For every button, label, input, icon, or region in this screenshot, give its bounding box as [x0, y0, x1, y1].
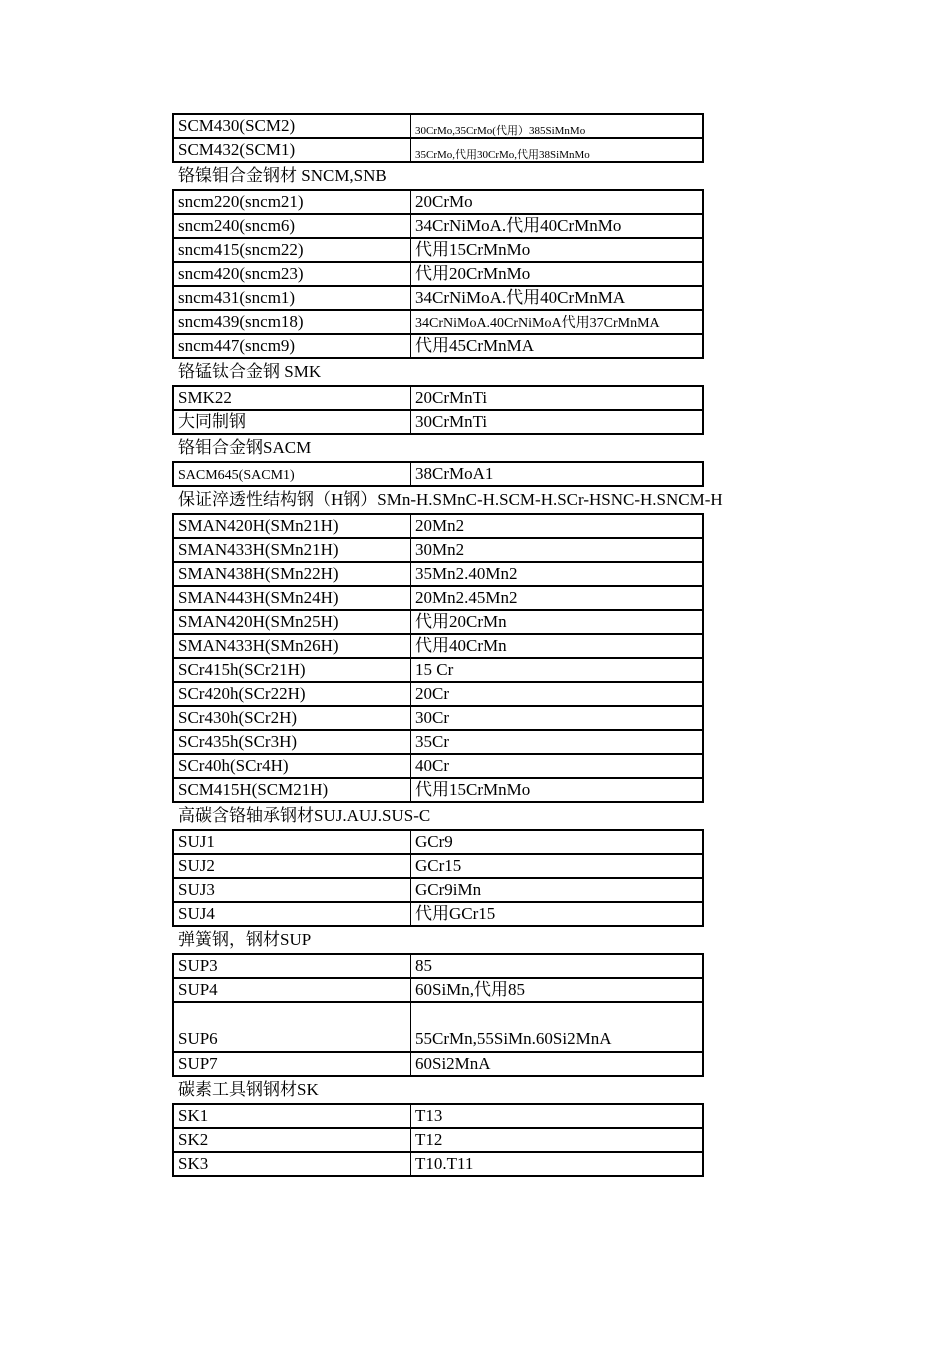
steel-grade-comparison-document — [0, 113, 950, 1177]
section-heading-sup: 弹簧钢，钢材SUP — [178, 930, 312, 949]
table-row — [172, 609, 704, 633]
table-sup — [0, 953, 950, 1077]
table-row — [172, 309, 704, 333]
table-row — [172, 1151, 704, 1177]
table-row — [172, 901, 704, 927]
gb-equivalent: 代用45CrMnMA — [410, 335, 702, 357]
jis-grade: sncm220(sncm21) — [178, 192, 304, 211]
jis-grade: SMAN420H(SMn21H) — [178, 516, 339, 535]
jis-grade: SCr40h(SCr4H) — [178, 756, 289, 775]
gb-equivalent: 35Cr — [410, 731, 702, 753]
table-row — [172, 681, 704, 705]
gb-equivalent: 代用GCr15 — [410, 903, 702, 925]
section-heading-sk: 碳素工具钢钢材SK — [178, 1080, 319, 1099]
gb-equivalent: 30Mn2 — [410, 539, 702, 561]
jis-grade: SUP6 — [178, 1029, 218, 1048]
table-row — [172, 113, 704, 137]
table-row — [172, 537, 704, 561]
gb-equivalent: 40Cr — [410, 755, 702, 777]
table-row — [172, 1051, 704, 1077]
jis-grade: SCr435h(SCr3H) — [178, 732, 298, 751]
jis-grade: sncm447(sncm9) — [178, 336, 296, 355]
table-row — [172, 213, 704, 237]
table-row — [172, 877, 704, 901]
gb-equivalent: 34CrNiMoA.代用40CrMnMo — [410, 215, 702, 237]
jis-grade: SK3 — [178, 1154, 209, 1173]
table-sk — [0, 1103, 950, 1177]
jis-grade: SCM430(SCM2) — [178, 116, 296, 135]
table-row — [172, 657, 704, 681]
jis-grade: SACM645(SACM1) — [178, 468, 295, 483]
table-row — [172, 753, 704, 777]
gb-equivalent: 15 Cr — [410, 659, 702, 681]
table-row — [172, 409, 704, 435]
jis-grade: SCr415h(SCr21H) — [178, 660, 306, 679]
gb-equivalent: 20Mn2.45Mn2 — [410, 587, 702, 609]
table-row — [172, 1103, 704, 1127]
gb-equivalent: 35CrMo,代用30CrMo,代用38SiMnMo — [410, 139, 702, 161]
gb-equivalent: 代用20CrMn — [410, 611, 702, 633]
jis-grade: SMAN443H(SMn24H) — [178, 588, 339, 607]
table-row — [172, 189, 704, 213]
gb-equivalent: 代用15CrMnMo — [410, 239, 702, 261]
table-row — [172, 633, 704, 657]
jis-grade: SUP7 — [178, 1054, 218, 1073]
table-row — [172, 1001, 704, 1051]
gb-equivalent: 35Mn2.40Mn2 — [410, 563, 702, 585]
section-heading-suj: 高碳含铬轴承钢材SUJ.AUJ.SUS-C — [178, 806, 431, 825]
jis-grade: SUP3 — [178, 956, 218, 975]
gb-equivalent: 20Cr — [410, 683, 702, 705]
table-row — [172, 729, 704, 753]
jis-grade: SMAN420H(SMn25H) — [178, 612, 339, 631]
jis-grade: SCr430h(SCr2H) — [178, 708, 298, 727]
gb-equivalent: T10.T11 — [410, 1153, 702, 1175]
jis-grade: SMK22 — [178, 388, 232, 407]
jis-grade: SMAN438H(SMn22H) — [178, 564, 339, 583]
jis-grade: SMAN433H(SMn26H) — [178, 636, 339, 655]
table-row — [172, 585, 704, 609]
table-row — [172, 829, 704, 853]
table-row — [172, 385, 704, 409]
gb-equivalent: 38CrMoA1 — [410, 463, 702, 485]
table-row — [172, 261, 704, 285]
jis-grade: sncm420(sncm23) — [178, 264, 304, 283]
table-row — [172, 461, 704, 487]
jis-grade: SCr420h(SCr22H) — [178, 684, 306, 703]
table-row — [172, 777, 704, 803]
table-row — [172, 561, 704, 585]
table-row — [172, 1127, 704, 1151]
section-heading-smk: 铬锰钛合金钢 SMK — [178, 362, 322, 381]
table-row — [172, 513, 704, 537]
section-heading-h-steel: 保证淬透性结构钢（H钢）SMn-H.SMnC-H.SCM-H.SCr-HSNC-H.SNCM-H — [178, 490, 723, 509]
gb-equivalent: 代用40CrMn — [410, 635, 702, 657]
table-row — [172, 977, 704, 1001]
table-suj — [0, 829, 950, 927]
jis-grade: SUJ4 — [178, 904, 215, 923]
gb-equivalent: 20CrMo — [410, 191, 702, 213]
table-row — [172, 953, 704, 977]
section-heading-sncm: 铬镍钼合金钢材 SNCM,SNB — [178, 166, 387, 185]
jis-grade: SUP4 — [178, 980, 218, 999]
jis-grade: SUJ1 — [178, 832, 215, 851]
table-h-steel — [0, 513, 950, 803]
gb-equivalent: GCr9 — [410, 831, 702, 853]
table-sncm — [0, 189, 950, 359]
gb-equivalent: 34CrNiMoA.代用40CrMnMA — [410, 287, 702, 309]
jis-grade: SUJ3 — [178, 880, 215, 899]
jis-grade: SCM415H(SCM21H) — [178, 780, 329, 799]
table-row — [172, 285, 704, 309]
gb-equivalent: 30Cr — [410, 707, 702, 729]
jis-grade: SMAN433H(SMn21H) — [178, 540, 339, 559]
table-sacm — [0, 461, 950, 487]
gb-equivalent: T12 — [410, 1129, 702, 1151]
jis-grade: sncm431(sncm1) — [178, 288, 296, 307]
jis-grade: SK1 — [178, 1106, 209, 1125]
section-heading-sacm: 铬钼合金钢SACM — [178, 438, 312, 457]
gb-equivalent: GCr15 — [410, 855, 702, 877]
jis-grade: SUJ2 — [178, 856, 215, 875]
gb-equivalent: 代用20CrMnMo — [410, 263, 702, 285]
gb-equivalent: 55CrMn,55SiMn.60Si2MnA — [410, 1003, 702, 1051]
jis-grade: sncm415(sncm22) — [178, 240, 304, 259]
gb-equivalent: 85 — [410, 955, 702, 977]
jis-grade: sncm439(sncm18) — [178, 312, 304, 331]
gb-equivalent: 20Mn2 — [410, 515, 702, 537]
table-row — [172, 853, 704, 877]
table-row — [172, 705, 704, 729]
jis-grade: SK2 — [178, 1130, 209, 1149]
jis-grade: SCM432(SCM1) — [178, 140, 296, 159]
jis-grade: sncm240(sncm6) — [178, 216, 296, 235]
table-row — [172, 237, 704, 261]
gb-equivalent: 30CrMo,35CrMo(代用）385SiMnMo — [410, 115, 702, 137]
gb-equivalent: 34CrNiMoA.40CrNiMoA代用37CrMnMA — [410, 311, 702, 333]
gb-equivalent: T13 — [410, 1105, 702, 1127]
table-smk — [0, 385, 950, 435]
table-scm — [0, 113, 950, 163]
jis-grade: 大同制钢 — [178, 412, 246, 431]
gb-equivalent: GCr9iMn — [410, 879, 702, 901]
gb-equivalent: 60Si2MnA — [410, 1053, 702, 1075]
table-row — [172, 333, 704, 359]
gb-equivalent: 60SiMn,代用85 — [410, 979, 702, 1001]
gb-equivalent: 代用15CrMnMo — [410, 779, 702, 801]
table-row — [172, 137, 704, 163]
gb-equivalent: 30CrMnTi — [410, 411, 702, 433]
gb-equivalent: 20CrMnTi — [410, 387, 702, 409]
